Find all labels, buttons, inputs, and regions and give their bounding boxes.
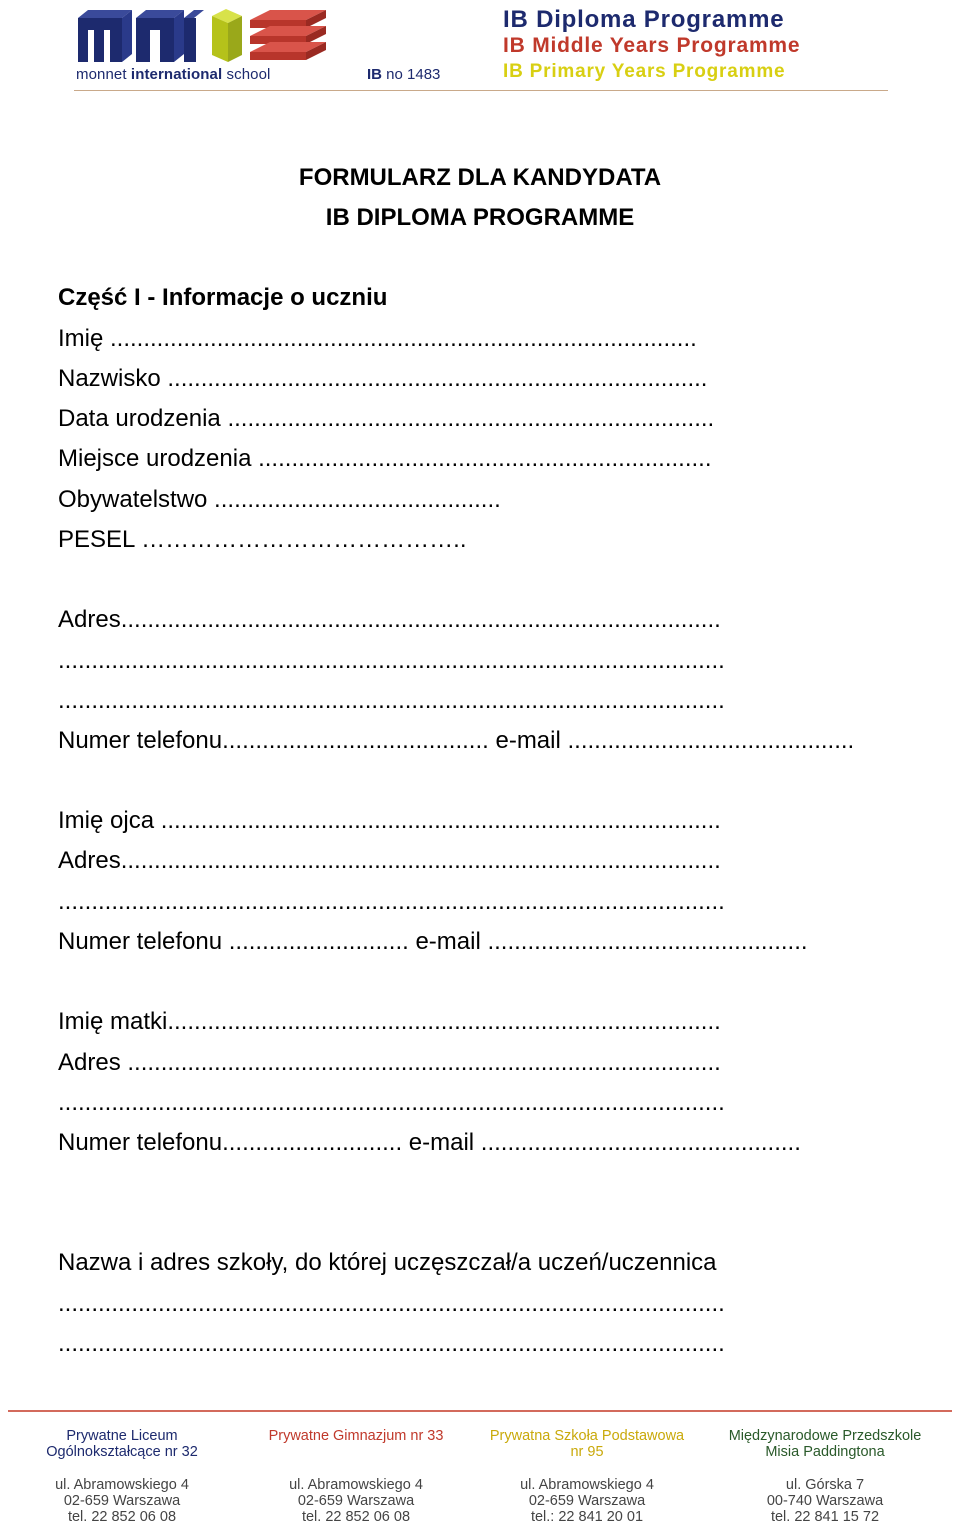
form-title: FORMULARZ DLA KANDYDATA [298, 164, 662, 191]
footer-szkola-podstawowa: Prywatna Szkoła Podstawowa nr 95 ul. Abramowskiego 4 02-659 Warszawa tel.: 22 841 20 01 [489, 1428, 685, 1525]
last-name-field[interactable]: Nazwisko ................................................................................. [58, 365, 708, 392]
programme-primary-years: IB Primary Years Programme [503, 61, 786, 82]
father-phone-email-field[interactable]: Numer telefonu ........................... e-mail ................................................ [58, 928, 808, 955]
address-line-3[interactable]: .................................................................................................... [58, 687, 725, 714]
section-title: Część I - Informacje o uczniu [58, 284, 388, 311]
citizenship-field[interactable]: Obywatelstwo ........................................... [58, 486, 501, 513]
footer-gimnazjum: Prywatne Gimnazjum nr 33 ul. Abramowskiego 4 02-659 Warszawa tel. 22 852 06 08 [268, 1428, 444, 1525]
letterhead [74, 6, 888, 91]
school-name: monnet international school [76, 66, 271, 83]
previous-school-line-1[interactable]: .................................................................................................... [58, 1290, 725, 1317]
pesel-field[interactable]: PESEL ………………………………….. [58, 526, 467, 553]
programme-middle-years: IB Middle Years Programme [503, 34, 801, 57]
mother-phone-email-field[interactable]: Numer telefonu........................... e-mail ................................................ [58, 1129, 801, 1156]
programme-diploma: IB Diploma Programme [503, 6, 785, 33]
address-line-2[interactable]: .................................................................................................... [58, 647, 725, 674]
father-name-field[interactable]: Imię ojca .................................................................................... [58, 807, 721, 834]
birth-date-field[interactable]: Data urodzenia ......................................................................... [58, 405, 715, 432]
school-logo-icon [74, 6, 334, 68]
father-address-line-2[interactable]: .................................................................................................... [58, 888, 725, 915]
mother-address-line-2[interactable]: .................................................................................................... [58, 1089, 725, 1116]
birth-place-field[interactable]: Miejsce urodzenia .................................................................... [58, 445, 712, 472]
father-address-field[interactable]: Adres.......................................................................................... [58, 847, 721, 874]
address-field[interactable]: Adres.......................................................................................... [58, 606, 721, 633]
mother-name-field[interactable]: Imię matki................................................................................... [58, 1008, 721, 1035]
previous-school-label: Nazwa i adres szkoły, do której uczęszczał/a uczeń/uczennica [58, 1249, 717, 1276]
footer-divider [8, 1410, 952, 1412]
footer-liceum: Prywatne Liceum Ogólnokształcące nr 32 ul. Abramowskiego 4 02-659 Warszawa tel. 22 852 06 08 [46, 1428, 198, 1525]
ib-number: IB no 1483 [367, 66, 441, 83]
footer-przedszkole: Międzynarodowe Przedszkole Misia Paddingtona ul. Górska 7 00-740 Warszawa tel. 22 841 15 72 [728, 1428, 922, 1525]
mother-address-field[interactable]: Adres ......................................................................................... [58, 1049, 721, 1076]
phone-email-field[interactable]: Numer telefonu........................................ e-mail ........................................... [58, 727, 855, 754]
form-subtitle: IB DIPLOMA PROGRAMME [325, 204, 635, 231]
previous-school-line-2[interactable]: .................................................................................................... [58, 1330, 725, 1357]
first-name-field[interactable]: Imię ........................................................................................ [58, 325, 697, 352]
